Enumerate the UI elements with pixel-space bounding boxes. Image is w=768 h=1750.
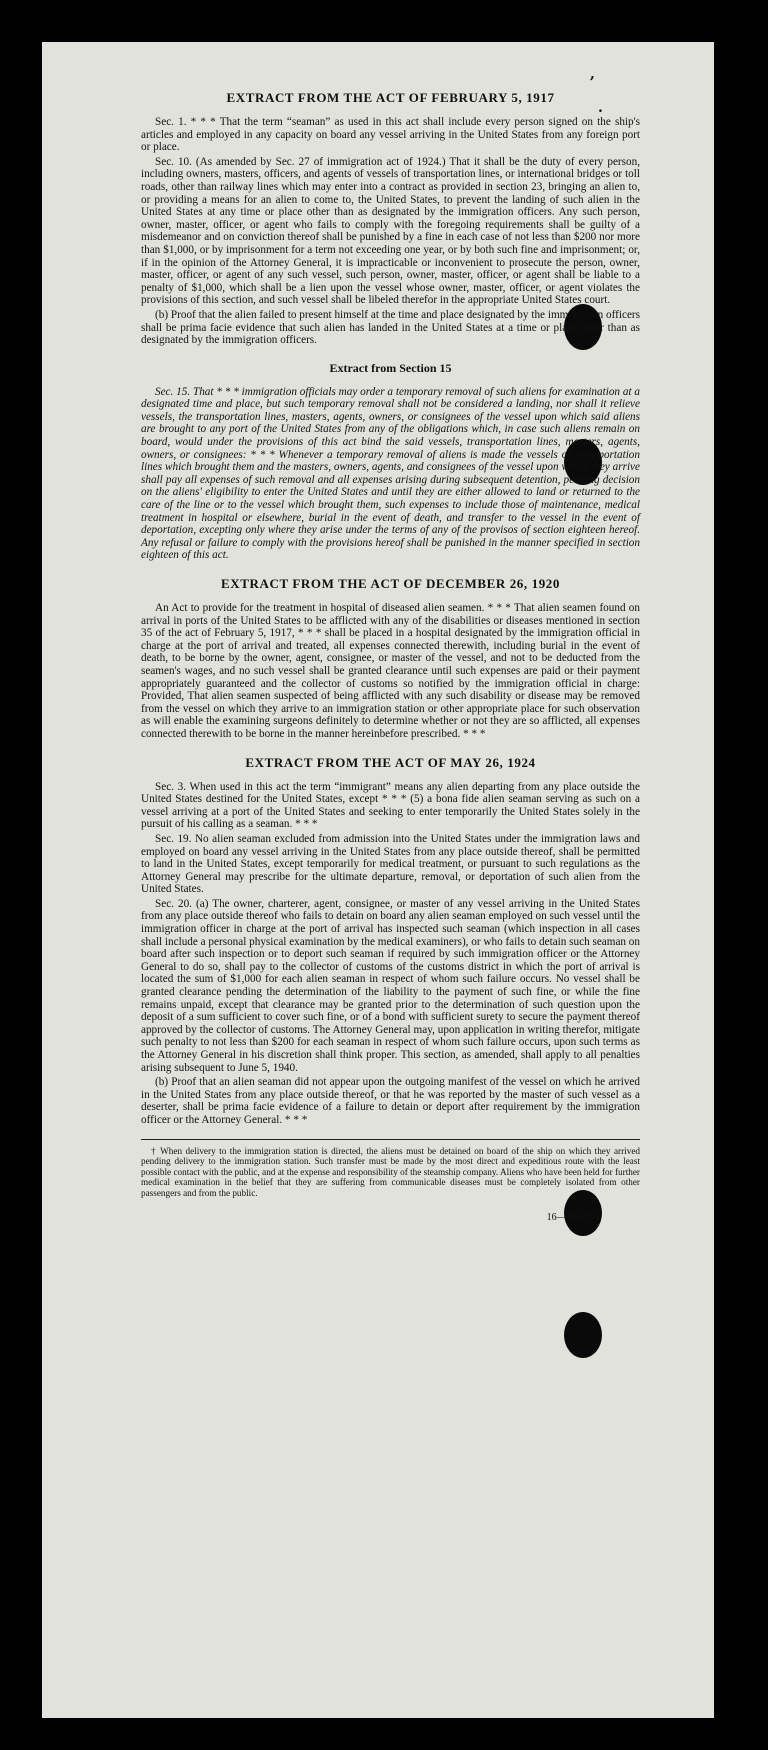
paragraph-sec-20-b: (b) Proof that an alien seaman did not appear upon the outgoing manifest of the vessel on which he arrived in the United States from any place outside thereof, or that he was reported by the master of such vessel as a deserter, shall be prima facie evidence of a failure to detain or deport after requirement by the immigration officer or the Attorney General. * * * [141,1076,640,1126]
paragraph-sec-10-b: (b) Proof that the alien failed to present himself at the time and place designated by the immigration officers shall be prima facie evidence that such alien has landed in the United States at a time or place other than as designated by the immigration officers. [141,308,640,347]
punch-hole-4 [564,1312,602,1358]
document-body [141,90,640,1223]
paragraph-sec-10: Sec. 10. (As amended by Sec. 27 of immigration act of 1924.) That it shall be the duty of every person, including owners, masters, officers, and agents of vessels of transportation lines, or international bridges or toll roads, other than railway lines which may enter into a contract as provided in section 23, bringing an alien to, or providing a means for an alien to come to, the United States, to prevent the landing of such alien in the United States at any time or place other than as designated by the immigration officers. Any such person, owner, master, officer, or agent who fails to comply with the foregoing requirements shall be guilty of a misdemeanor and on conviction thereof shall be punished by a fine in each case of not less than $200 nor more than $1,000, or by imprisonment for a term not exceeding one year, or by both such fine and imprisonment; or, if in the opinion of the Attorney General, it is impracticable or inconvenient to prosecute the person, owner, master, officer, or agent of any such vessel, such person, owner, master, officer, or agent shall be liable to a penalty of $1,000, which shall be a lien upon the vessel whose owner, master, officer, or agent violates the provisions of this section, and such vessel shall be libeled therefor in the appropriate United States court. [141,155,640,307]
document-page [42,42,714,1718]
paragraph-act-1920: An Act to provide for the treatment in hospital of diseased alien seamen. * * * That alien seamen found on arrival in ports of the United States to be afflicted with any of the disabilities or diseases mentioned in section 35 of the act of February 5, 1917, * * * shall be placed in a hospital designated by the immigration official in charge at the port of arrival and treated, all expenses connected therewith, including burial in the event of death, to be borne by the owner, agent, consignee, or master of the vessel, and not to be deducted from the seamen's wages, and no such vessel shall be granted clearance until such expenses are paid or their payment appropriately guaranteed and the collector of customs so notified by the immigration official in charge: Provided, That alien seamen suspected of being afflicted with any such disability or disease may be removed from the vessel on which they arrive to an immigration station or other appropriate place for such observation as will enable the examining surgeons definitely to determine whether or not they are so afflicted, all expenses connected therewith to be borne in the manner hereinbefore prescribed. * * * [141,602,640,740]
paragraph-sec-3: Sec. 3. When used in this act the term “immigrant” means any alien departing from any place outside the United States destined for the United States, except * * * (5) a bona fide alien seaman serving as such on a vessel arriving at a port of the United States and seeking to enter temporarily the United States solely in the pursuit of his calling as a seaman. * * * [141,780,640,831]
margin-mark: , [590,66,595,82]
heading-act-1924: EXTRACT FROM THE ACT OF MAY 26, 1924 [245,754,536,770]
footnote-divider [141,1139,640,1140]
paragraph-sec-1: Sec. 1. * * * That the term “seaman” as used in this act shall include every person signed on the ship's articles and employed in any capacity on board any vessel arriving in the United States from any foreign port or place. [141,116,640,154]
heading-act-1917: EXTRACT FROM THE ACT OF FEBRUARY 5, 1917 [226,90,555,105]
margin-mark: . [598,100,603,116]
form-code: 16—28027-1 [546,1212,600,1224]
paragraph-sec-20-a: Sec. 20. (a) The owner, charterer, agent, consignee, or master of any vessel arriving in the United States from any place outside thereof who fails to detain on board any alien seaman employed on such vessel until the immigration officer in charge at the port of arrival has inspected such seaman (which inspection in all cases shall include a personal physical examination by the medical examiners), or who fails to detain such seaman on board after such inspection or to deport such seaman if required by such immigration officer or the Attorney General to do so, shall pay to the collector of customs of the customs district in which the port of arrival is located the sum of $1,000 for each alien seaman in respect of whom such failure occurs. No vessel shall be granted clearance pending the determination of the liability to the payment of such fine, or while the fine remains unpaid, except that clearance may be granted prior to the determination of such question upon the deposit of a sum sufficient to cover such fine, or of a bond with sufficient surety to secure the payment thereof approved by the collector of customs. The Attorney General may, upon application in writing therefor, mitigate such penalty to not less than $200 for each seaman in respect of whom such failure occurs, upon such terms as the Attorney General in his discretion shall think proper. This section, as amended, shall apply to all penalties arising subsequent to June 5, 1940. [141,897,640,1074]
paragraph-sec-19: Sec. 19. No alien seaman excluded from admission into the United States under the immigration laws and employed on board any vessel arriving in the United States from any place outside thereof, shall be permitted to land in the United States, except temporarily for medical treatment, or pursuant to such regulations as the Attorney General may prescribe for the ultimate departure, removal, or deportation of such alien from the United States. [141,832,640,896]
paragraph-sec-15: Sec. 15. That * * * immigration officials may order a temporary removal of such aliens for examination at a designated time and place, but such temporary removal shall not be considered a landing, nor shall it relieve vessels, the transportation lines, masters, agents, owners, or consignees of the vessel upon which said aliens are brought to any port of the United States from any of the obligations which, in case such aliens remain on board, would under the provisions of this act bind the said vessels, transportation lines, masters, agents, owners, or consignees: * * * Whenever a temporary removal of aliens is made the vessels or transportation lines which brought them and the masters, owners, agents, and consignees of the vessel upon which they arrive shall pay all expenses of such removal and all expenses arising during subsequent detention, pending decision on the aliens' eligibility to enter the United States and until they are either allowed to land or returned to the care of the line or to the vessel which brought them, such expenses to include those of maintenance, medical treatment in hospital or elsewhere, burial in the event of death, and transfer to the vessel in the event of deportation, excepting only where they arise under the terms of any of the provisos of section eighteen hereof. Any refusal or failure to comply with the provisions hereof shall be punished in the manner specified in section eighteen of this act. [141,385,640,562]
heading-act-1920: EXTRACT FROM THE ACT OF DECEMBER 26, 1920 [220,576,561,591]
footnote: † When delivery to the immigration station is directed, the aliens must be detained on board of the ship on which they arrived pending delivery to the immigration station. Such transfer must be made by the most direct and expeditious route with the least possible contact with the public, and at the expense and responsibility of the steamship company. Aliens who have been held for further medical examination in the belief that they are suffering from communicable diseases must be completely isolated from other passengers and from the public. [141,1145,640,1198]
heading-section-15: Extract from Section 15 [329,360,452,375]
